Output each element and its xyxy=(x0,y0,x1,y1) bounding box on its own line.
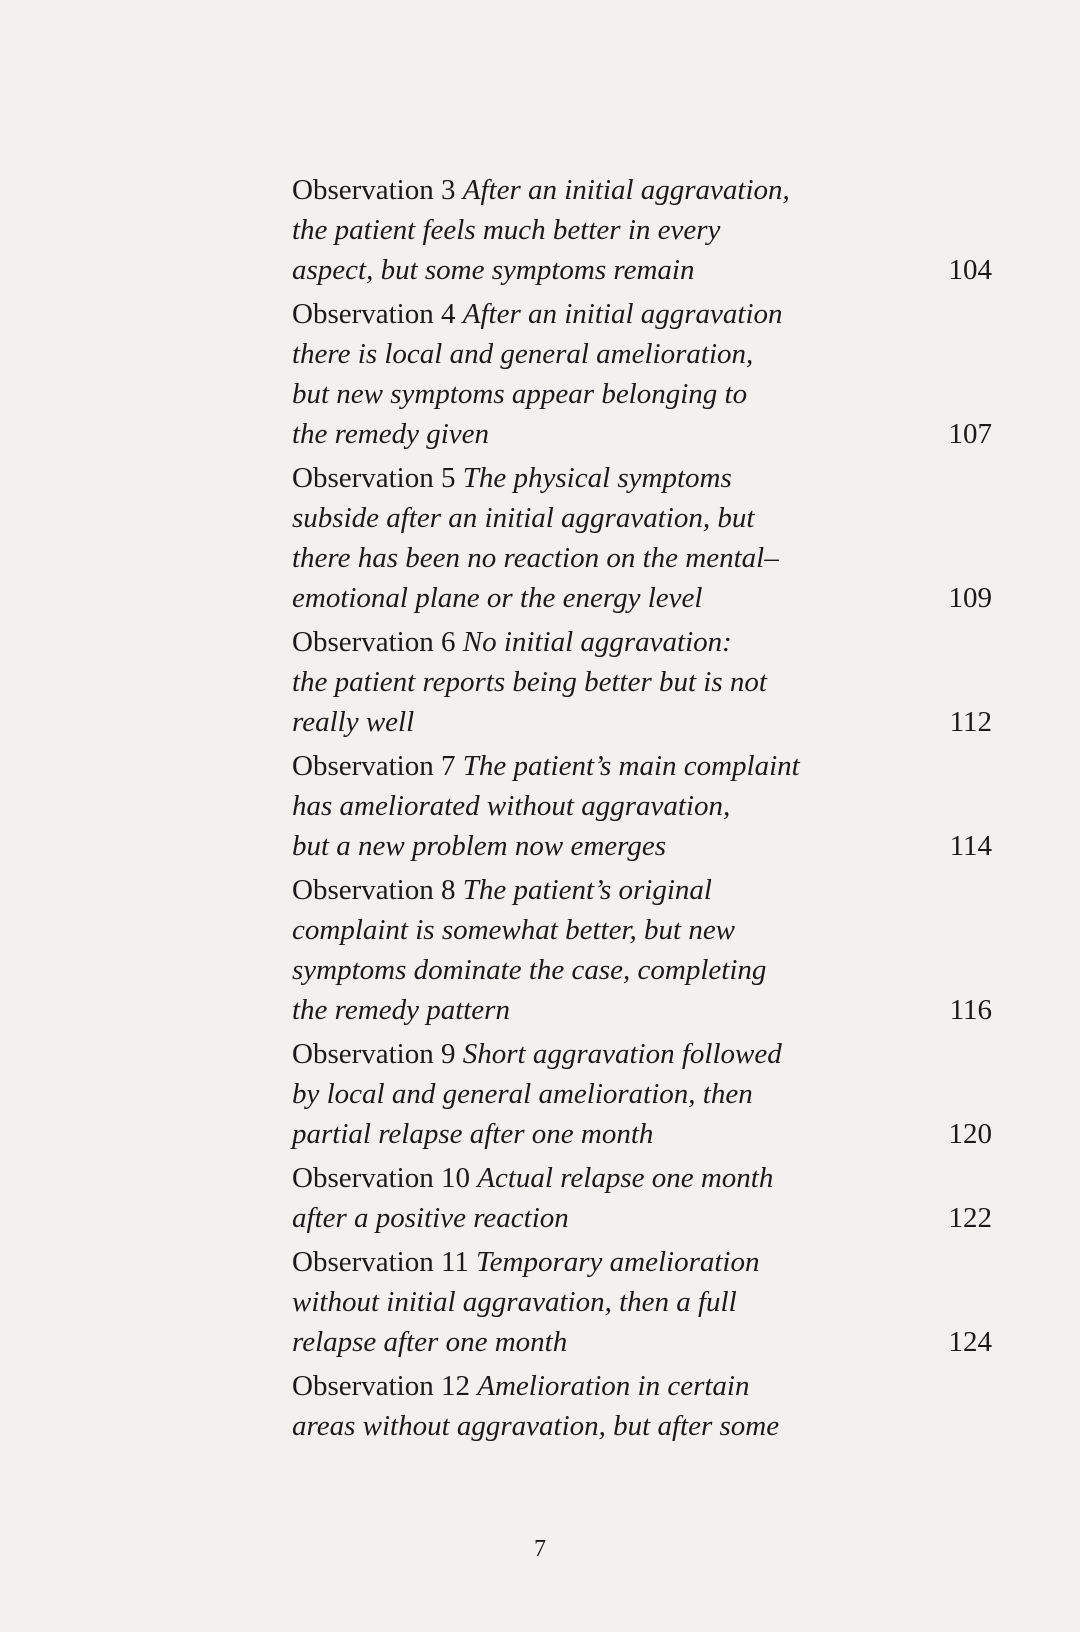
toc-entry xyxy=(292,170,992,290)
observation-description: has ameliorated without aggravation, xyxy=(292,790,731,822)
toc-page-number: 104 xyxy=(948,254,992,286)
observation-description: by local and general amelioration, then xyxy=(292,1078,753,1110)
toc-entry-line xyxy=(292,170,992,210)
observation-description: but new symptoms appear belonging to xyxy=(292,378,748,410)
table-of-contents xyxy=(292,170,992,1450)
observation-label: Observation 7 xyxy=(292,750,456,782)
observation-description: the remedy pattern xyxy=(292,994,510,1026)
toc-entry xyxy=(292,622,992,742)
toc-entry xyxy=(292,746,992,866)
toc-entry-line xyxy=(292,1322,992,1362)
toc-entry-line xyxy=(292,1366,992,1406)
observation-description: there has been no reaction on the mental– xyxy=(292,542,779,574)
observation-label: Observation 4 xyxy=(292,298,456,330)
toc-entry-line xyxy=(292,414,992,454)
observation-description: really well xyxy=(292,706,415,738)
toc-entry xyxy=(292,294,992,454)
toc-entry-line xyxy=(292,1034,992,1074)
toc-page-number: 116 xyxy=(949,994,992,1026)
observation-description: The patient’s original xyxy=(462,874,712,906)
toc-entry xyxy=(292,1242,992,1362)
observation-description: After an initial aggravation xyxy=(462,298,783,330)
toc-entry-line xyxy=(292,1074,992,1114)
toc-entry-line xyxy=(292,374,992,414)
toc-entry-line xyxy=(292,1158,992,1198)
observation-description: complaint is somewhat better, but new xyxy=(292,914,736,946)
observation-description: aspect, but some symptoms remain xyxy=(292,254,695,286)
page-number: 7 xyxy=(534,1536,546,1562)
observation-description: subside after an initial aggravation, but xyxy=(292,502,755,534)
toc-page-number: 107 xyxy=(948,418,992,450)
observation-label: Observation 11 xyxy=(292,1246,469,1278)
toc-entry-line xyxy=(292,786,992,826)
toc-entry xyxy=(292,1034,992,1154)
toc-entry-line xyxy=(292,334,992,374)
toc-entry-line xyxy=(292,498,992,538)
observation-description: The patient’s main complaint xyxy=(462,750,800,782)
toc-entry-line xyxy=(292,826,992,866)
observation-description: but a new problem now emerges xyxy=(292,830,666,862)
observation-description: the patient feels much better in every xyxy=(292,214,721,246)
observation-description: No initial aggravation: xyxy=(462,626,732,658)
observation-description: areas without aggravation, but after some xyxy=(292,1410,780,1442)
toc-page-number: 112 xyxy=(949,706,992,738)
toc-entry-line xyxy=(292,990,992,1030)
toc-entry-line xyxy=(292,1406,992,1446)
toc-entry-line xyxy=(292,950,992,990)
toc-entry xyxy=(292,870,992,1030)
observation-description: without initial aggravation, then a full xyxy=(292,1286,737,1318)
toc-entry-line xyxy=(292,294,992,334)
toc-entry-line xyxy=(292,250,992,290)
observation-description: the patient reports being better but is not xyxy=(292,666,767,698)
toc-entry-line xyxy=(292,870,992,910)
observation-label: Observation 6 xyxy=(292,626,456,658)
observation-label: Observation 8 xyxy=(292,874,456,906)
observation-description: Temporary amelioration xyxy=(476,1246,760,1278)
observation-description: The physical symptoms xyxy=(462,462,732,494)
observation-description: symptoms dominate the case, completing xyxy=(292,954,767,986)
toc-entry-line xyxy=(292,622,992,662)
observation-label: Observation 12 xyxy=(292,1370,470,1402)
observation-label: Observation 3 xyxy=(292,174,456,206)
toc-page-number: 120 xyxy=(948,1118,992,1150)
toc-entry-line xyxy=(292,1282,992,1322)
toc-entry xyxy=(292,1158,992,1238)
observation-description: there is local and general amelioration, xyxy=(292,338,754,370)
observation-description: partial relapse after one month xyxy=(292,1118,654,1150)
observation-description: After an initial aggravation, xyxy=(462,174,790,206)
observation-description: the remedy given xyxy=(292,418,489,450)
toc-entry-line xyxy=(292,1242,992,1282)
toc-entry xyxy=(292,458,992,618)
observation-description: Amelioration in certain xyxy=(477,1370,750,1402)
toc-entry-line xyxy=(292,578,992,618)
observation-description: relapse after one month xyxy=(292,1326,568,1358)
observation-description: emotional plane or the energy level xyxy=(292,582,703,614)
toc-entry-line xyxy=(292,662,992,702)
toc-page-number: 109 xyxy=(948,582,992,614)
toc-entry-line xyxy=(292,1198,992,1238)
observation-description: Short aggravation followed xyxy=(462,1038,782,1070)
toc-entry-line xyxy=(292,458,992,498)
toc-entry xyxy=(292,1366,992,1446)
observation-description: Actual relapse one month xyxy=(477,1162,774,1194)
toc-entry-line xyxy=(292,210,992,250)
toc-entry-line xyxy=(292,538,992,578)
observation-label: Observation 9 xyxy=(292,1038,456,1070)
toc-page-number: 122 xyxy=(948,1202,992,1234)
toc-entry-line xyxy=(292,1114,992,1154)
observation-description: after a positive reaction xyxy=(292,1202,569,1234)
toc-page-number: 114 xyxy=(949,830,992,862)
toc-entry-line xyxy=(292,702,992,742)
toc-page-number: 124 xyxy=(948,1326,992,1358)
observation-label: Observation 10 xyxy=(292,1162,470,1194)
toc-entry-line xyxy=(292,910,992,950)
observation-label: Observation 5 xyxy=(292,462,456,494)
toc-entry-line xyxy=(292,746,992,786)
